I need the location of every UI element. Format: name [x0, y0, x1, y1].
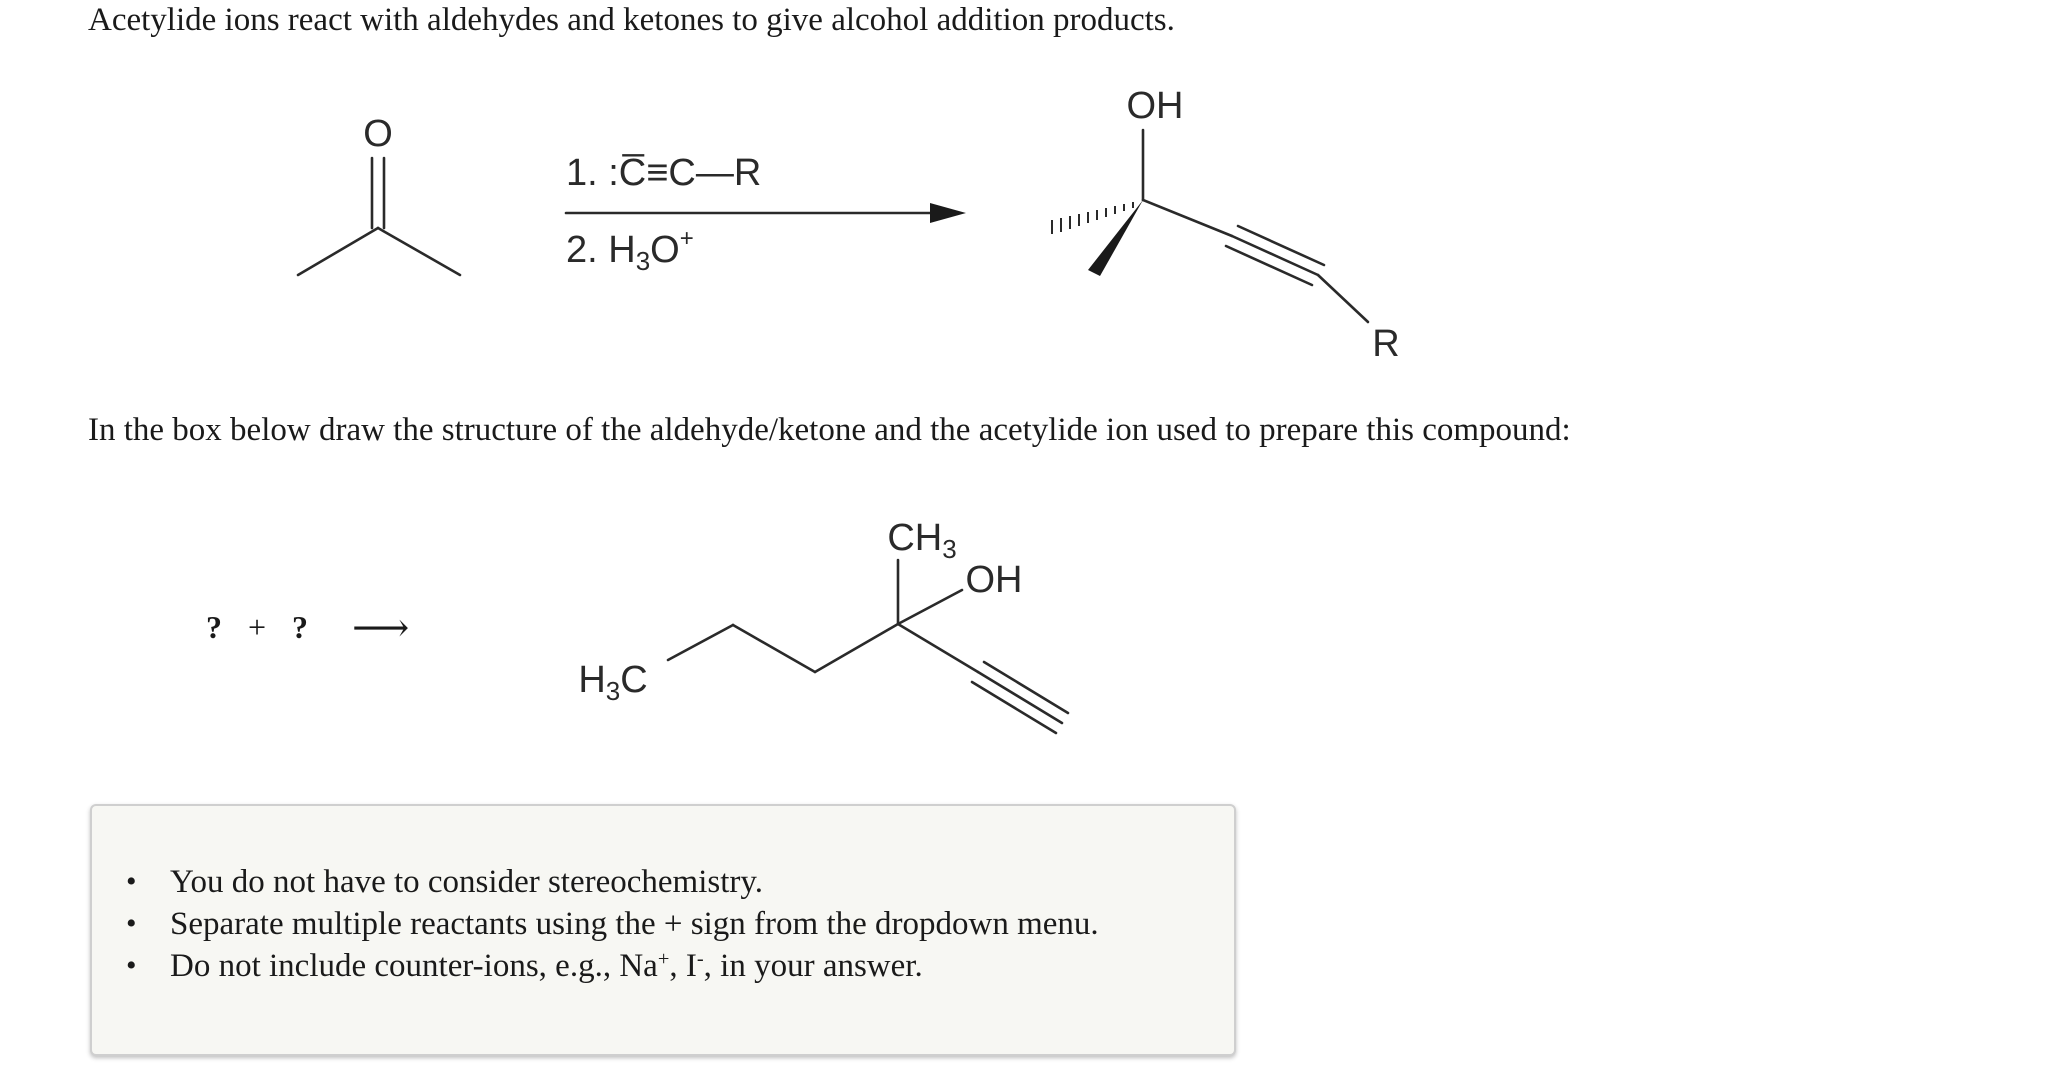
reagent-step-2: 2. $H_3O^+$	[566, 225, 694, 276]
product-structure	[1052, 85, 1400, 365]
terminal-triple-bond	[972, 662, 1068, 733]
bullet-icon: •	[126, 865, 137, 898]
example-reaction-scheme	[0, 0, 2046, 400]
intro-text: Acetylide ions react with aldehydes and ketones to give alcohol addition products.	[88, 2, 1175, 38]
reaction-arrow: ⟶	[352, 604, 410, 650]
reagent-step-1: 1. :C̅≡C—R	[566, 152, 762, 194]
notes-box	[90, 804, 1236, 1056]
instruction-text: In the box below draw the structure of the aldehyde/ketone and the acetylide ion used to prepare this compound:	[88, 412, 1571, 448]
reaction-conditions	[566, 152, 966, 276]
bullet-icon: •	[126, 907, 137, 940]
note-text: Do not include counter-ions, e.g., Na+, I-, in your answer.	[170, 947, 923, 984]
reaction-arrow-head	[930, 203, 966, 223]
product-hydroxyl-label: OH	[1126, 85, 1184, 127]
note-item	[126, 903, 1099, 945]
reactant-2-placeholder[interactable]: ?	[292, 608, 309, 645]
note-text: You do not have to consider stereochemistry.	[170, 864, 763, 900]
notes-list	[126, 861, 1099, 987]
carbonyl-oxygen-label: O	[363, 113, 393, 155]
methyl-top-label: $CH_3$	[887, 517, 957, 564]
product-r-group-label: R	[1372, 323, 1400, 365]
note-text: Separate multiple reactants using the + sign from the dropdown menu.	[170, 906, 1099, 942]
acetone-structure	[298, 113, 460, 275]
bullet-icon: •	[126, 949, 137, 982]
plus-sign: +	[248, 608, 267, 645]
note-item	[126, 861, 1099, 903]
triple-bond	[1226, 226, 1324, 285]
reactant-1-placeholder[interactable]: ?	[206, 608, 222, 645]
hydroxyl-label: OH	[965, 559, 1023, 601]
target-molecule-structure	[0, 480, 2046, 760]
methyl-left-label: $H_3C$	[578, 659, 648, 706]
note-item	[126, 945, 1099, 987]
